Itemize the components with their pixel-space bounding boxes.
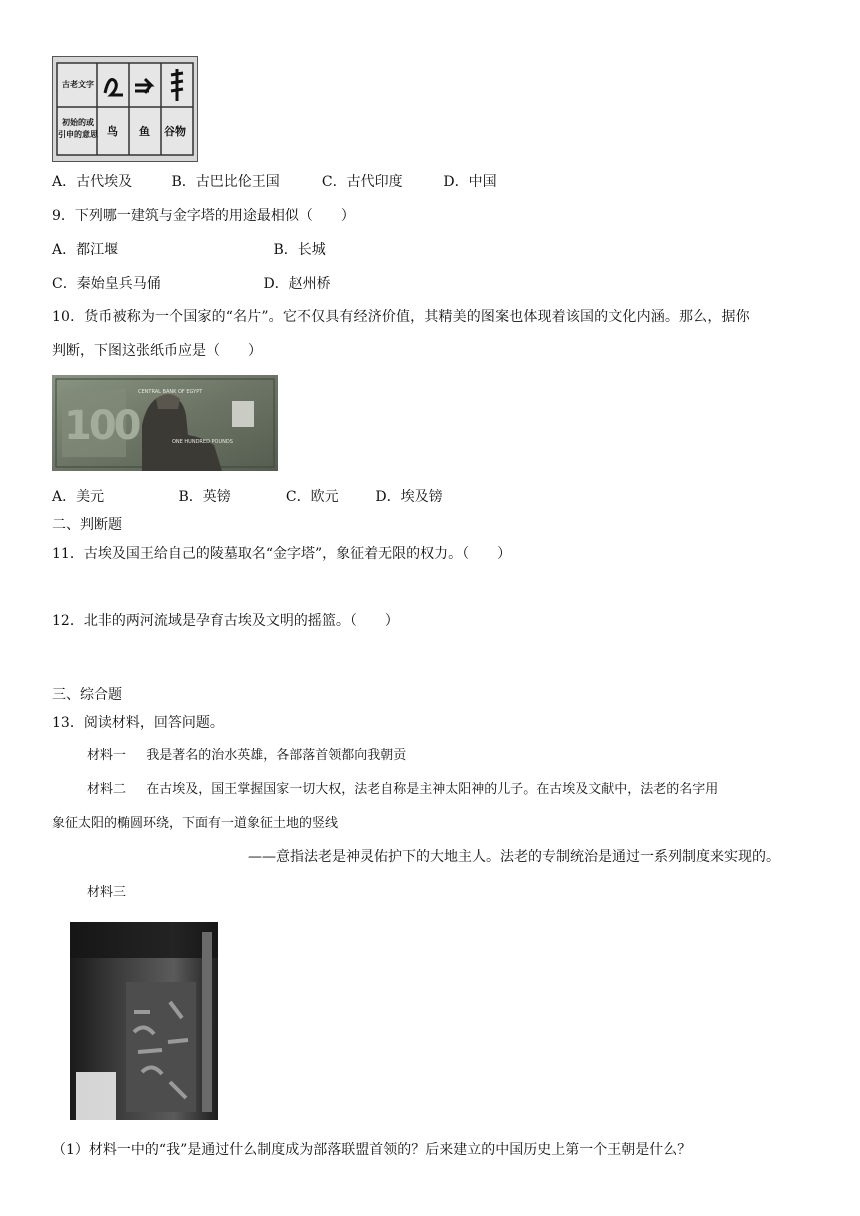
meaning-bird: 鸟 (107, 125, 118, 138)
q13-stem: 13．阅读材料，回答问题。 (52, 715, 224, 731)
material-2-text-line2: 象征太阳的椭圆环绕，下面有一道象征土地的竖线 (52, 816, 339, 831)
q10-option-d[interactable]: D．埃及镑 (375, 489, 443, 505)
ancient-script-table (53, 57, 197, 161)
material-1-text: 我是著名的治水英雄，各部落首领都向我朝贡 (146, 748, 407, 763)
section-comprehensive-heading: 三、综合题 (52, 687, 122, 703)
banknote-value-text: ONE HUNDRED POUNDS (172, 439, 233, 445)
banknote-denomination: 100 (64, 403, 139, 449)
meaning-grain: 谷物 (164, 125, 186, 138)
meaning-fish: 鱼 (139, 125, 150, 138)
section-judgement-heading: 二、判断题 (52, 517, 122, 533)
q10-options (52, 488, 443, 506)
q8-option-c[interactable]: C．古代印度 (321, 174, 403, 190)
q9-options-row2 (52, 275, 331, 293)
banknote-bank-name: CENTRAL BANK OF EGYPT (138, 389, 203, 395)
q12-text: 12．北非的两河流域是孕育古埃及文明的摇篮。（ ） (52, 613, 399, 629)
row2-label-line1: 初始的或 (62, 118, 94, 127)
q10-option-b[interactable]: B．英镑 (178, 489, 231, 505)
material-1-label: 材料一 (87, 748, 127, 763)
q8-options (52, 173, 497, 191)
material-1 (87, 747, 406, 765)
q10-stem-line2: 判断，下图这张纸币应是（ ） (52, 343, 262, 359)
q9-options-row1 (52, 241, 326, 259)
material-2-line1 (87, 781, 718, 799)
q10-stem-line1: 10．货币被称为一个国家的“名片”。它不仅具有经济价值，其精美的图案也体现着该国的文化内涵。那么，据你 (52, 309, 750, 325)
q8-option-d[interactable]: D．中国 (443, 174, 497, 190)
q9-option-c[interactable]: C．秦始皇兵马俑 (52, 276, 161, 292)
ancient-script-figure (52, 56, 198, 162)
stone-relief-photo (70, 922, 218, 1120)
material-2-text-line1: 在古埃及，国王掌握国家一切大权，法老自称是主神太阳神的儿子。在古埃及文献中，法老的名字用 (146, 782, 719, 797)
q9-option-d[interactable]: D．赵州桥 (263, 276, 331, 292)
q9-option-a[interactable]: A．都江堰 (52, 242, 119, 258)
q11-text: 11．古埃及国王给自己的陵墓取名“金字塔”，象征着无限的权力。（ ） (52, 546, 512, 562)
q9-stem: 9．下列哪一建筑与金字塔的用途最相似（ ） (52, 208, 355, 224)
q8-option-b[interactable]: B．古巴比伦王国 (171, 174, 280, 190)
stone-relief-graphic (70, 922, 218, 1120)
material-3-label: 材料三 (87, 885, 127, 900)
q8-option-a[interactable]: A．古代埃及 (52, 174, 133, 190)
row2-label-line2: 引申的意思 (58, 130, 98, 139)
q10-option-c[interactable]: C．欧元 (285, 489, 339, 505)
row1-label: 古老文字 (62, 80, 94, 89)
q10-option-a[interactable]: A．美元 (52, 489, 105, 505)
material-2-source: ——意指法老是神灵佑护下的大地主人。法老的专制统治是通过一系列制度来实现的。 (248, 849, 780, 865)
material-2-label: 材料二 (87, 782, 127, 797)
q9-option-b[interactable]: B．长城 (273, 242, 326, 258)
q13-subquestion-1: （1）材料一中的“我”是通过什么制度成为部落联盟首领的？后来建立的中国历史上第一个王朝是什么？ (52, 1142, 692, 1158)
banknote-image (52, 375, 278, 471)
